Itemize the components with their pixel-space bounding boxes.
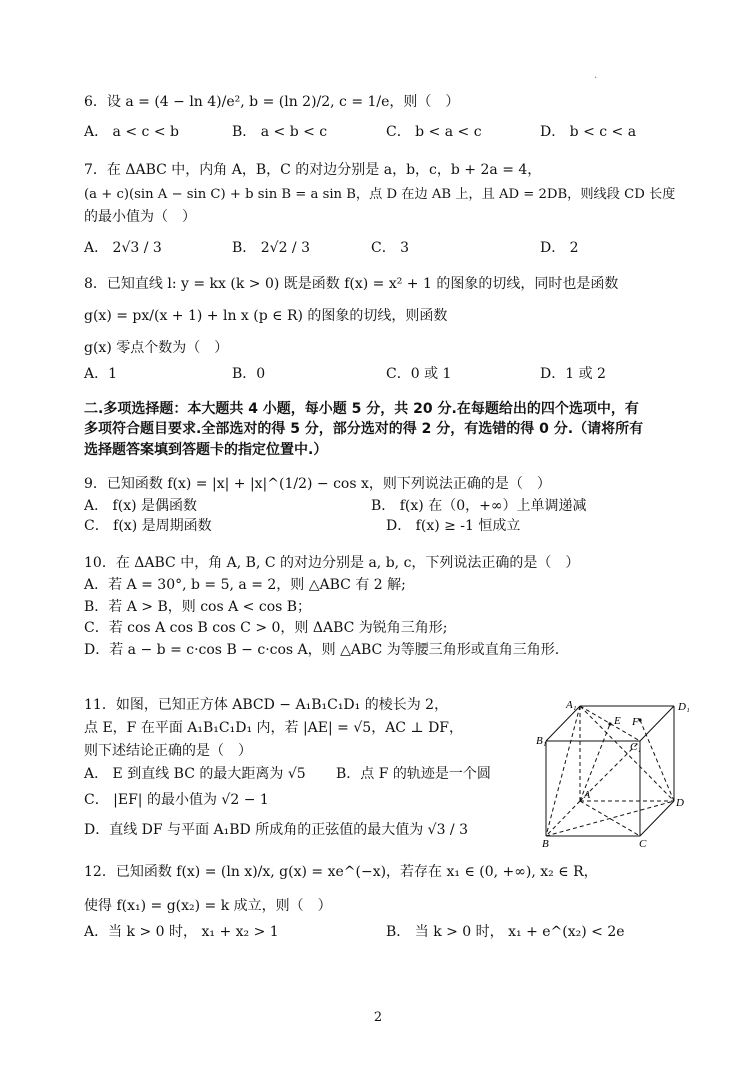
q11-line3: 则下述结论正确的是（ ） bbox=[84, 743, 252, 759]
corner-mark: . bbox=[594, 70, 598, 81]
q12-line1: 12．已知函数 f(x) = (ln x)/x, g(x) = xe^(−x)，若存在 x₁ ∈ (0, +∞), x₂ ∈ R， bbox=[84, 864, 598, 880]
q8-option-d: D．1 或 2 bbox=[540, 366, 606, 382]
label-a: A bbox=[584, 790, 591, 801]
q6-stem: 6．设 a = (4 − ln 4)/e², b = (ln 2)/2, c = 1/e，则（ ） bbox=[84, 94, 460, 110]
q11-option-b: B．点 F 的轨迹是一个圆 bbox=[336, 766, 491, 782]
q8-option-a: A．1 bbox=[84, 366, 118, 382]
q8-line2: g(x) = px/(x + 1) + ln x (p ∈ R) 的图象的切线，则函数 bbox=[84, 308, 448, 324]
q9-option-a: A． f(x) 是偶函数 bbox=[84, 498, 198, 514]
q10-option-b: B．若 A > B，则 cos A < cos B； bbox=[84, 599, 312, 615]
q7-option-a: A． 2√3 / 3 bbox=[84, 240, 162, 256]
q7-line3: 的最小值为（ ） bbox=[84, 209, 196, 225]
q9-option-c: C． f(x) 是周期函数 bbox=[84, 518, 212, 534]
q6-option-d: D． b < c < a bbox=[540, 124, 637, 140]
q11-line1: 11．如图，已知正方体 ABCD − A₁B₁C₁D₁ 的棱长为 2， bbox=[84, 697, 449, 713]
q6-option-b: B． a < b < c bbox=[232, 124, 328, 140]
q7-option-c: C． 3 bbox=[371, 240, 410, 256]
q10-stem: 10．在 ΔABC 中，角 A, B, C 的对边分别是 a, b, c，下列说法正确的是（ ） bbox=[84, 555, 580, 571]
section2-line1: 二.多项选择题：本大题共 4 小题，每小题 5 分，共 20 分.在每题给出的四个选项中，有 bbox=[84, 401, 639, 417]
label-f: F bbox=[632, 716, 639, 728]
q9-option-b: B． f(x) 在（0，+∞）上单调递减 bbox=[371, 498, 587, 514]
label-c1: C₁ bbox=[630, 741, 642, 753]
cube-figure bbox=[536, 698, 708, 848]
q10-option-c: C．若 cos A cos B cos C > 0，则 ΔABC 为锐角三角形; bbox=[84, 620, 448, 636]
q7-line2: (a + c)(sin A − sin C) + b sin B = a sin B，点 D 在边 AB 上，且 AD = 2DB，则线段 CD 长度 bbox=[84, 187, 676, 202]
q12-line2: 使得 f(x₁) = g(x₂) = k 成立，则（ ） bbox=[84, 898, 332, 914]
q12-option-a: A．当 k > 0 时， x₁ + x₂ > 1 bbox=[84, 924, 279, 940]
label-b: B bbox=[542, 838, 549, 848]
label-d1: D₁ bbox=[678, 701, 690, 713]
q11-option-a: A． E 到直线 BC 的最大距离为 √5 bbox=[84, 766, 306, 782]
q7-option-d: D． 2 bbox=[540, 240, 579, 256]
q11-option-d: D．直线 DF 与平面 A₁BD 所成角的正弦值的最大值为 √3 / 3 bbox=[84, 822, 469, 838]
label-b1: B₁ bbox=[536, 735, 547, 747]
q9-stem: 9．已知函数 f(x) = |x| + |x|^(1/2) − cos x，则下列说法正确的是（ ） bbox=[84, 476, 551, 492]
q7-option-b: B． 2√2 / 3 bbox=[232, 240, 310, 256]
q11-option-c: C． |EF| 的最小值为 √2 − 1 bbox=[84, 792, 269, 808]
q11-line2: 点 E，F 在平面 A₁B₁C₁D₁ 内，若 |AE| = √5，AC ⊥ DF， bbox=[84, 720, 464, 736]
label-a1: A₁ bbox=[566, 699, 577, 711]
q8-option-c: C．0 或 1 bbox=[386, 366, 452, 382]
page-number: 2 bbox=[373, 1010, 383, 1025]
q6-option-c: C． b < a < c bbox=[386, 124, 482, 140]
q6-option-a: A． a < c < b bbox=[84, 124, 179, 140]
q8-option-b: B．0 bbox=[232, 366, 266, 382]
q9-option-d: D． f(x) ≥ -1 恒成立 bbox=[386, 518, 521, 534]
q12-option-b: B． 当 k > 0 时， x₁ + e^(x₂) < 2e bbox=[386, 924, 625, 940]
label-c: C bbox=[639, 838, 647, 848]
section2-line2: 多项符合题目要求.全部选对的得 5 分，部分选对的得 2 分，有选错的得 0 分.（请将所有 bbox=[84, 421, 644, 437]
q10-option-a: A．若 A = 30°, b = 5, a = 2，则 △ABC 有 2 解; bbox=[84, 577, 406, 593]
q8-line1: 8．已知直线 l: y = kx (k > 0) 既是函数 f(x) = x² + 1 的图象的切线，同时也是函数 bbox=[84, 276, 619, 292]
section2-line3: 选择题答案填到答题卡的指定位置中.） bbox=[84, 442, 328, 458]
label-d: D bbox=[676, 797, 684, 809]
label-e: E bbox=[614, 715, 621, 727]
q7-line1: 7．在 ΔABC 中，内角 A，B，C 的对边分别是 a，b，c，b + 2a = 4， bbox=[84, 162, 542, 178]
q8-line3: g(x) 零点个数为（ ） bbox=[84, 340, 229, 356]
q10-option-d: D．若 a − b = c·cos B − c·cos A，则 △ABC 为等腰三角形或直角三角形. bbox=[84, 642, 560, 658]
